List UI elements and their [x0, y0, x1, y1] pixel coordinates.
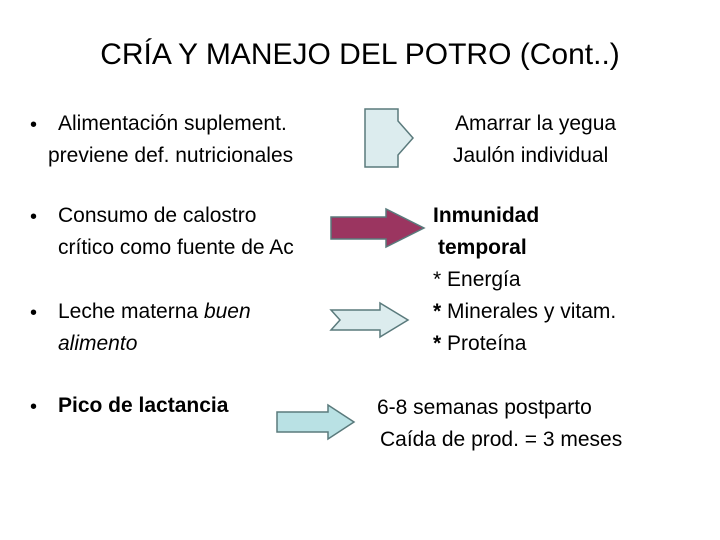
right-inmunidad-line1: [433, 200, 539, 232]
pico-bold-text: Pico de lactancia: [58, 394, 229, 417]
arrow-1-icon: [364, 108, 416, 168]
bullet-leche-line2: [58, 328, 137, 360]
inmunidad-bold: Inmunidad: [433, 204, 540, 227]
bullet-marker: •: [30, 302, 38, 324]
right-amarrar-line1: Amarrar la yegua: [455, 112, 617, 135]
bullet-leche-line1: [58, 296, 251, 328]
proteina-text: Proteína: [441, 332, 527, 355]
bullet-calostro-line2: crítico como fuente de Ac: [58, 236, 294, 259]
arrow-2-icon: [330, 208, 426, 248]
proteina-star: *: [433, 332, 442, 355]
bullet-pico-line1: [58, 390, 228, 422]
minerales-text: Minerales y vitam.: [441, 300, 617, 323]
leche-plain-text: Leche materna: [58, 300, 204, 323]
right-minerales: [433, 296, 616, 328]
arrow-4-icon: [276, 404, 356, 440]
bullet-marker: •: [30, 396, 38, 418]
right-amarrar-line2: Jaulón individual: [453, 144, 609, 167]
temporal-bold: temporal: [438, 236, 527, 259]
page-title: CRÍA Y MANEJO DEL POTRO (Cont..): [100, 38, 620, 71]
right-inmunidad-line2: [438, 232, 527, 264]
leche-italic-text: buen: [203, 300, 251, 323]
leche-italic-text-2: alimento: [58, 332, 138, 355]
bullet-alimentacion-line1: Alimentación suplement.: [58, 112, 287, 135]
right-semanas-line2: Caída de prod. = 3 meses: [380, 428, 623, 451]
bullet-alimentacion-line2: previene def. nutricionales: [48, 144, 294, 167]
bullet-calostro-line1: Consumo de calostro: [58, 204, 257, 227]
bullet-marker: •: [30, 114, 38, 136]
minerales-star: *: [433, 300, 442, 323]
right-proteina: [433, 328, 526, 360]
bullet-marker: •: [30, 206, 38, 228]
right-energia: * Energía: [433, 268, 521, 291]
arrow-3-icon: [330, 302, 410, 338]
right-semanas-line1: 6-8 semanas postparto: [377, 396, 592, 419]
